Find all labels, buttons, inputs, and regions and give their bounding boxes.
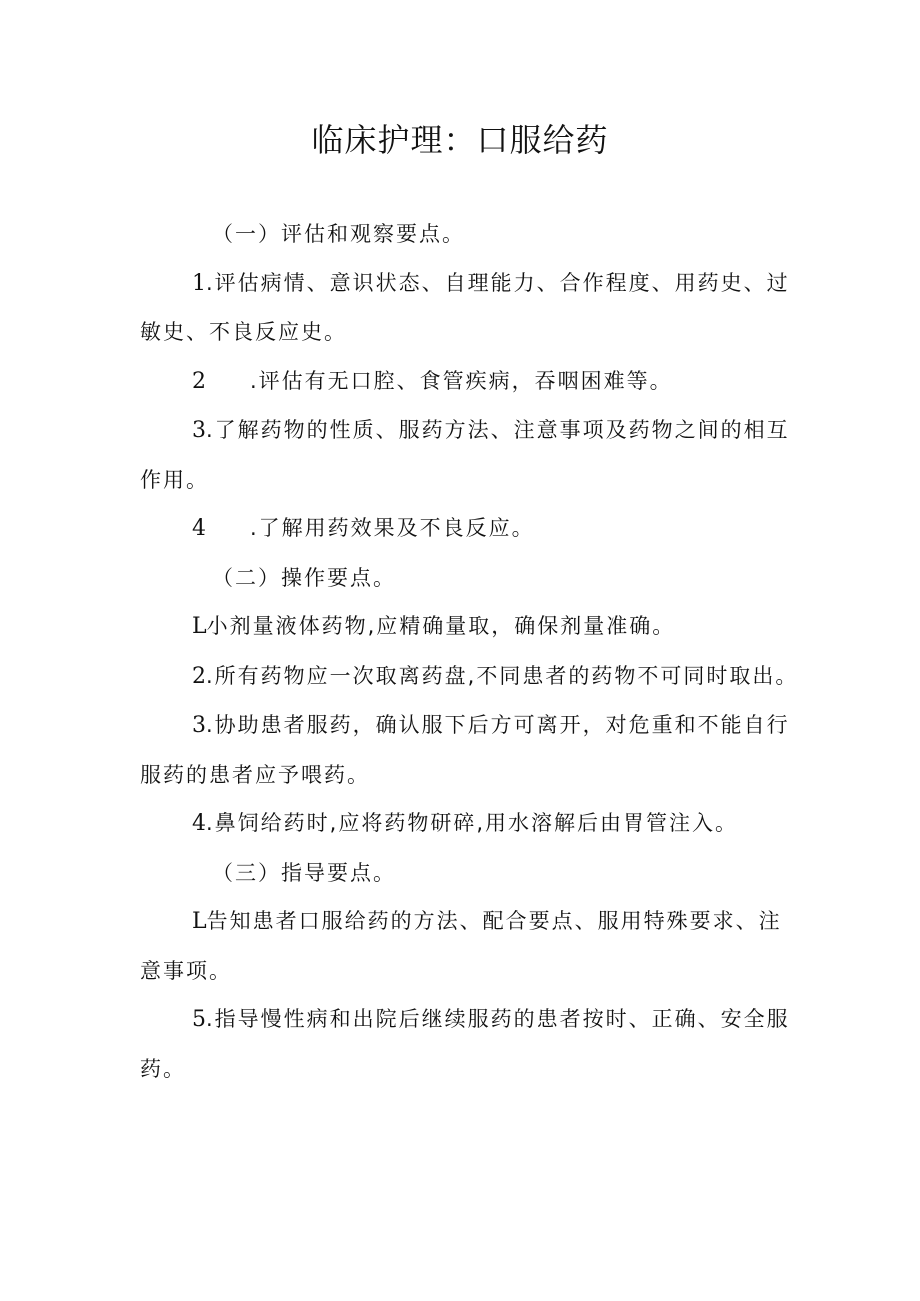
section-heading-assessment: （一）评估和观察要点。 (212, 222, 465, 246)
item-number: L (192, 614, 207, 639)
list-item (140, 652, 800, 702)
document-body (140, 210, 800, 1093)
item-number: 5 (192, 1007, 206, 1032)
item-number: 3 (192, 713, 206, 738)
item-text: .指导慢性病和出院后继续服药的患者按时、正确、安全服药。 (140, 1007, 790, 1081)
document-title: 临床护理：口服给药 (311, 121, 609, 159)
item-number: 1 (192, 270, 206, 296)
item-number: 4 (192, 811, 206, 836)
item-text: 告知患者口服给药的方法、配合要点、服用特殊要求、注意事项。 (140, 909, 782, 983)
item-text: .协助患者服药，确认服下后方可离开，对危重和不能自行服药的患者应予喂药。 (140, 713, 790, 787)
list-item (140, 995, 800, 1093)
list-item (140, 259, 800, 357)
list-item (140, 357, 800, 407)
list-item (140, 701, 800, 799)
list-item (140, 799, 800, 849)
list-item (140, 602, 800, 652)
list-item (140, 406, 800, 504)
item-text: .评估有无口腔、食管疾病，吞咽困难等。 (250, 368, 673, 393)
item-text: .了解药物的性质、服药方法、注意事项及药物之间的相互作用。 (140, 418, 790, 492)
item-text: .鼻饲给药时,应将药物研碎,用水溶解后由胃管注入。 (206, 811, 739, 835)
item-number: 2 (192, 368, 206, 394)
item-text: .评估病情、意识状态、自理能力、合作程度、用药史、过敏史、不良反应史。 (140, 270, 790, 344)
list-item (140, 504, 800, 554)
section-heading-guidance: （三）指导要点。 (212, 860, 396, 885)
item-number: 4 (192, 516, 206, 541)
item-text: .所有药物应一次取离药盘,不同患者的药物不可同时取出。 (206, 663, 799, 688)
list-item (140, 897, 800, 995)
section-heading-operation: （二）操作要点。 (212, 565, 396, 590)
item-number: 2 (192, 663, 206, 689)
item-text: 小剂量液体药物,应精确量取，确保剂量准确。 (206, 614, 676, 638)
item-text: .了解用药效果及不良反应。 (250, 516, 535, 540)
item-number: L (192, 909, 207, 934)
item-number: 3 (192, 418, 206, 443)
